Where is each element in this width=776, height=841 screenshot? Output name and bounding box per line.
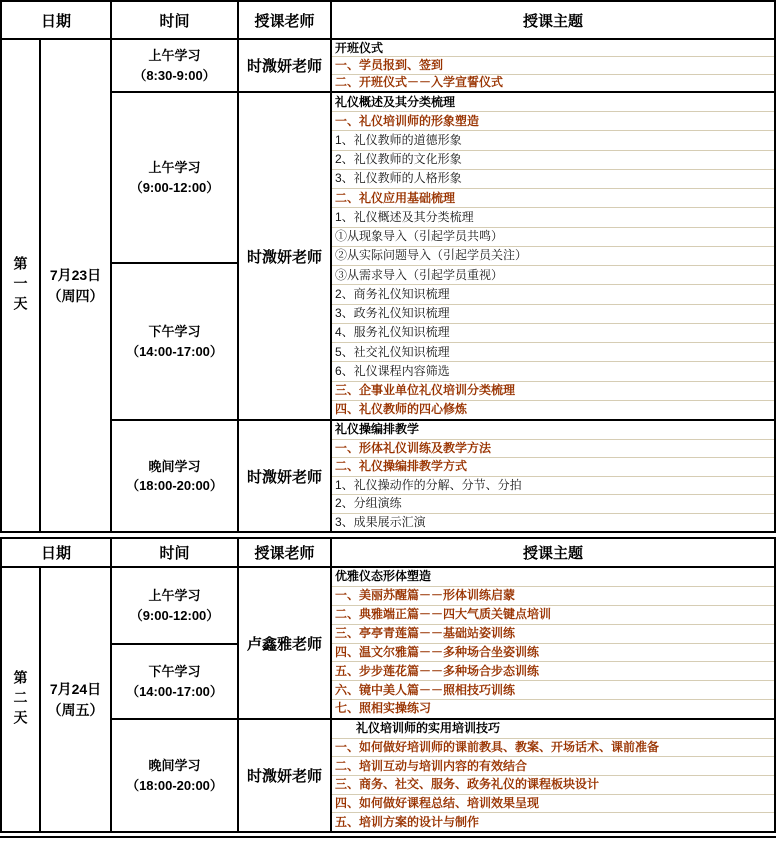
topic-line: 一、如何做好培训师的课前教具、教案、开场话术、课前准备	[332, 739, 774, 758]
header-teacher-cell: 授课老师	[239, 539, 332, 568]
topics-cell	[332, 421, 774, 531]
day1-topics-column	[332, 40, 774, 531]
topic-line: 礼仪培训师的实用培训技巧	[332, 720, 774, 739]
date-cell	[41, 568, 110, 831]
topic-line: 优雅仪态形体塑造	[332, 568, 774, 587]
topic-line: 四、如何做好课程总结、培训效果呈现	[332, 795, 774, 814]
time-cell	[112, 40, 237, 93]
topic-line: 三、商务、社交、服务、政务礼仪的课程板块设计	[332, 776, 774, 795]
header-topic-cell: 授课主题	[332, 539, 774, 568]
topic-line: ②从实际问题导入（引起学员关注）	[332, 247, 774, 266]
topics-cell	[332, 568, 774, 720]
topic-line: 三、企事业单位礼仪培训分类梳理	[332, 382, 774, 401]
day1-header-row	[2, 2, 774, 40]
topic-line: 礼仪概述及其分类梳理	[332, 93, 774, 112]
day2-topics-column	[332, 568, 774, 831]
date-line1: 7月23日	[49, 267, 102, 284]
day1-label-column	[2, 40, 41, 531]
day2-header-row	[2, 539, 774, 568]
topic-line: ③从需求导入（引起学员重视）	[332, 266, 774, 285]
time-session-label: 下午学习	[148, 664, 201, 679]
day1-body	[2, 40, 774, 531]
topic-line: 3、礼仪教师的人格形象	[332, 170, 774, 189]
day1-teacher-column	[239, 40, 332, 531]
time-cell	[112, 421, 237, 531]
day1-time-column	[112, 40, 239, 531]
time-range: （18:00-20:00）	[126, 478, 223, 493]
topic-line: 一、学员报到、签到	[332, 57, 774, 74]
topic-line: 一、形体礼仪训练及教学方法	[332, 440, 774, 459]
topic-line: 4、服务礼仪知识梳理	[332, 324, 774, 343]
topics-cell	[332, 93, 774, 421]
topic-line: ①从现象导入（引起学员共鸣）	[332, 228, 774, 247]
topic-line: 二、开班仪式－－入学宣誓仪式	[335, 75, 504, 90]
teacher-cell: 时溦妍老师	[246, 768, 322, 785]
topic-line: 一、美丽苏醒篇－－形体训练启蒙	[332, 587, 774, 606]
topic-line: 2、分组演练	[332, 495, 774, 514]
topic-line: 3、政务礼仪知识梳理	[332, 305, 774, 324]
topics-cell	[332, 40, 774, 93]
time-cell	[112, 645, 237, 720]
date-cell	[41, 40, 110, 531]
topic-line: 1、礼仪教师的道德形象	[332, 131, 774, 150]
date-line2: （周五）	[47, 701, 104, 718]
header-topic-cell: 授课主题	[332, 2, 774, 40]
topic-line: 二、培训互动与培训内容的有效结合	[332, 757, 774, 776]
time-session-label: 下午学习	[148, 324, 201, 339]
day2-body	[2, 568, 774, 831]
time-session-label: 上午学习	[148, 160, 201, 175]
topic-line: 五、步步莲花篇－－多种场合步态训练	[332, 662, 774, 681]
teacher-cell: 时溦妍老师	[239, 93, 330, 421]
topic-line: 二、典雅端正篇－－四大气质关键点培训	[332, 606, 774, 625]
time-range: （14:00-17:00）	[126, 683, 223, 699]
teacher-cell: 时溦妍老师	[239, 40, 330, 93]
time-range: （8:30-9:00）	[133, 67, 216, 83]
day2-teacher-column	[239, 568, 332, 831]
topic-line: 6、礼仪课程内容筛选	[332, 362, 774, 381]
day1-date-column	[41, 40, 112, 531]
topic-line: 五、培训方案的设计与制作	[335, 814, 480, 829]
time-range: （9:00-12:00）	[129, 179, 220, 195]
topic-line: 3、成果展示汇演	[335, 514, 426, 529]
topic-line: 二、礼仪应用基础梳理	[332, 189, 774, 208]
time-session-label: 晚间学习	[148, 458, 201, 474]
bottom-border-rule	[0, 836, 776, 838]
header-teacher-cell: 授课老师	[239, 2, 332, 40]
topic-line: 七、照相实操练习	[335, 701, 432, 716]
topic-line: 二、礼仪操编排教学方式	[332, 458, 774, 477]
topic-line: 一、礼仪培训师的形象塑造	[332, 112, 774, 131]
time-range: （14:00-17:00）	[126, 343, 223, 359]
time-session-label: 上午学习	[148, 48, 201, 63]
date-line1: 7月24日	[49, 681, 102, 698]
topic-line: 三、亭亭青莲篇－－基础站姿训练	[332, 625, 774, 644]
topic-line: 四、温文尔雅篇－－多种场合坐姿训练	[332, 644, 774, 663]
topic-line: 1、礼仪操动作的分解、分节、分拍	[332, 477, 774, 496]
topics-cell	[332, 720, 774, 831]
time-cell	[112, 720, 237, 831]
topic-line: 礼仪操编排教学	[332, 421, 774, 440]
day-label: 第二天	[12, 669, 29, 730]
header-time-cell: 时间	[112, 539, 239, 568]
header-date-cell: 日期	[2, 539, 112, 568]
topic-line: 开班仪式	[332, 40, 774, 57]
topic-line: 四、礼仪教师的四心修炼	[335, 402, 468, 417]
day2-date-column	[41, 568, 112, 831]
header-time-cell: 时间	[112, 2, 239, 40]
time-cell	[112, 93, 237, 264]
header-date-cell: 日期	[2, 2, 112, 40]
time-session-label: 晚间学习	[148, 758, 201, 773]
teacher-cell: 卢鑫雅老师	[239, 568, 330, 720]
time-range: （18:00-20:00）	[126, 777, 223, 793]
time-cell	[112, 264, 237, 421]
topic-line: 5、社交礼仪知识梳理	[332, 343, 774, 362]
day2-label-column	[2, 568, 41, 831]
day2-table	[0, 537, 776, 833]
time-range: （9:00-12:00）	[129, 607, 220, 623]
topic-line: 2、礼仪教师的文化形象	[332, 151, 774, 170]
day2-time-column	[112, 568, 239, 831]
time-cell	[112, 568, 237, 645]
time-session-label: 上午学习	[148, 588, 201, 603]
teacher-cell: 时溦妍老师	[246, 468, 322, 486]
day-label: 第一天	[12, 255, 29, 316]
topic-line: 1、礼仪概述及其分类梳理	[332, 208, 774, 227]
topic-line: 六、镜中美人篇－－照相技巧训练	[332, 681, 774, 700]
topic-line: 2、商务礼仪知识梳理	[332, 285, 774, 304]
date-line2: （周四）	[47, 287, 104, 304]
